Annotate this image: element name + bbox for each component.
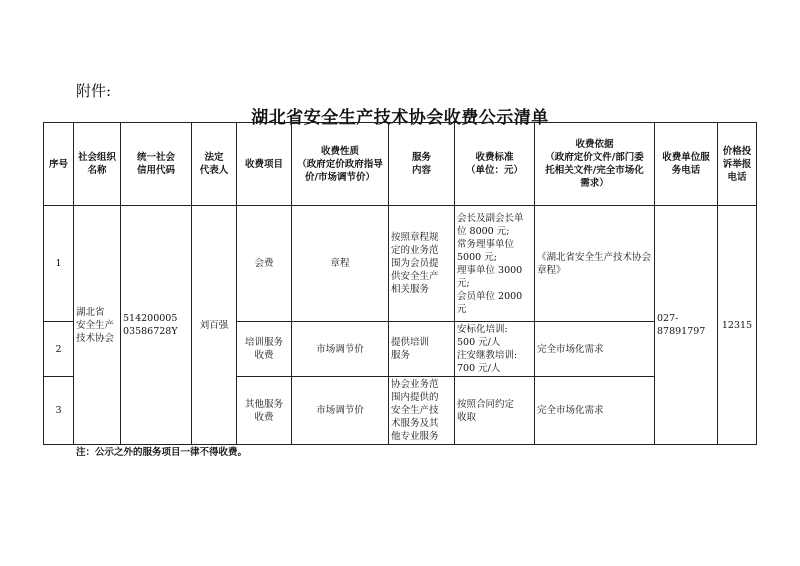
row-seq: 1 [44,206,74,322]
table-row [44,206,757,322]
fee-item-cell: 其他服务 收费 [237,377,292,445]
org-name-cell: 湖北省 安全生产 技术协会 [74,206,121,445]
fee-table [43,122,757,445]
header-credit-code: 统一社会 信用代码 [121,123,192,206]
fee-nature-cell: 市场调节价 [292,377,389,445]
header-fee-nature: 收费性质 （政府定价政府指导 价/市场调节价） [292,123,389,206]
fee-nature-cell: 市场调节价 [292,322,389,377]
fee-basis-cell: 完全市场化需求 [535,322,655,377]
document-title: 湖北省安全生产技术协会收费公示清单 [251,108,549,128]
fee-basis-cell: 完全市场化需求 [535,377,655,445]
complaint-phone-cell: 12315 [718,206,757,445]
header-fee-standard: 收费标准 （单位：元） [455,123,535,206]
service-cell: 协会业务范 围内提供的 安全生产技 术服务及其 他专业服务 [389,377,455,445]
header-seq: 序号 [44,123,74,206]
footnote: 注：公示之外的服务项目一律不得收费。 [76,447,248,458]
header-org-name: 社会组织 名称 [74,123,121,206]
header-legal-rep: 法定 代表人 [192,123,237,206]
header-phone: 收费单位服 务电话 [655,123,718,206]
fee-nature-cell: 章程 [292,206,389,322]
fee-standard-cell: 会长及副会长单 位 8000 元; 常务理事单位 5000 元; 理事单位 3000 元; 会员单位 2000 元 [455,206,535,322]
fee-item-cell: 培训服务 收费 [237,322,292,377]
row-seq: 3 [44,377,74,445]
fee-item-cell: 会费 [237,206,292,322]
fee-basis-cell: 《湖北省安全生产技术协会章程》 [535,206,655,322]
legal-rep-cell: 刘百强 [192,206,237,445]
annex-label: 附件: [76,82,112,100]
credit-code-cell: 514200005 03586728Y [121,206,192,445]
fee-standard-cell: 按照合同约定 收取 [455,377,535,445]
header-row [44,123,757,206]
fee-standard-cell: 安标化培训: 500 元/人 注安继教培训: 700 元/人 [455,322,535,377]
header-fee-basis: 收费依据 （政府定价文件/部门委 托相关文件/完全市场化 需求） [535,123,655,206]
header-complaint: 价格投 诉举报 电话 [718,123,757,206]
phone-cell: 027- 87891797 [655,206,718,445]
service-cell: 按照章程规 定的业务范 围为会员提 供安全生产 相关服务 [389,206,455,322]
header-service: 服务 内容 [389,123,455,206]
header-fee-item: 收费项目 [237,123,292,206]
row-seq: 2 [44,322,74,377]
service-cell: 提供培训 服务 [389,322,455,377]
